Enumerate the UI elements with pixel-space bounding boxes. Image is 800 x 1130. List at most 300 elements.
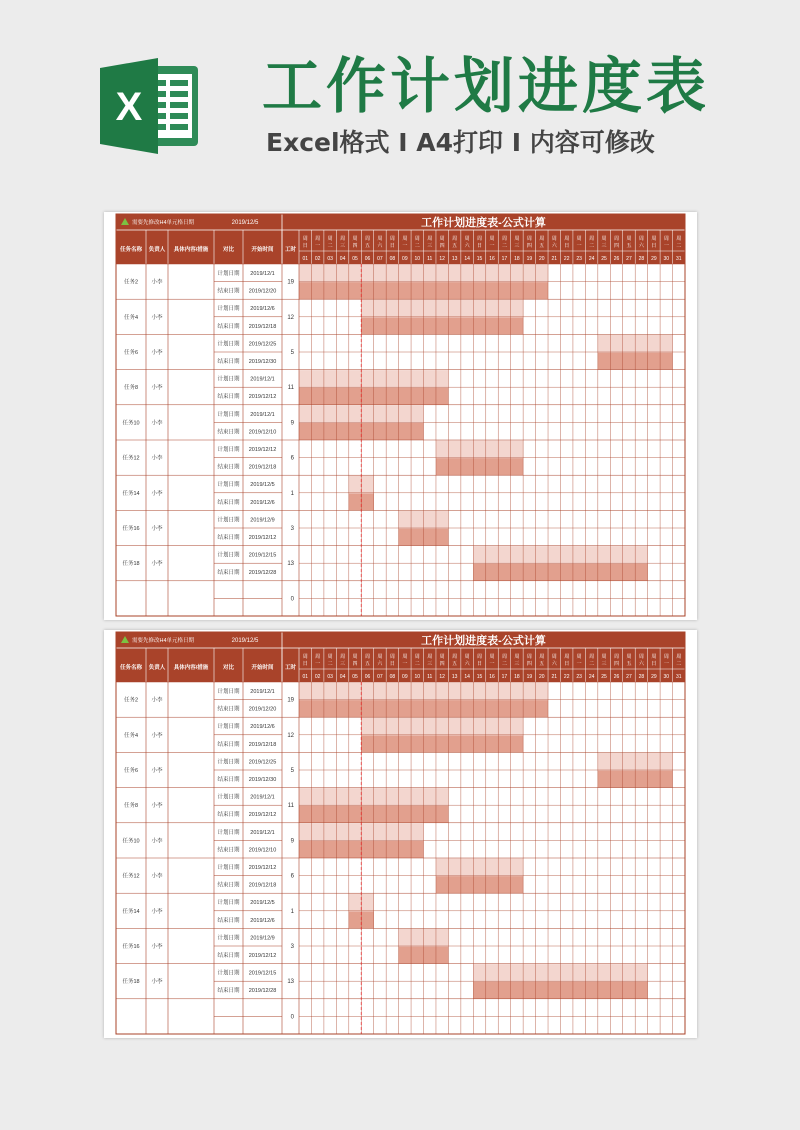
day-label: 27 bbox=[626, 256, 632, 262]
weekday-label: 周 bbox=[514, 236, 520, 242]
task-name: 任务16 bbox=[122, 526, 140, 532]
day-label: 02 bbox=[314, 674, 321, 680]
weekday-label: 周 bbox=[377, 654, 383, 660]
plan-label: 计划日期 bbox=[217, 306, 240, 313]
day-label: 16 bbox=[489, 674, 495, 680]
day-label: 28 bbox=[638, 674, 645, 680]
end-date: 2019/12/30 bbox=[248, 777, 277, 783]
weekday-label: 四 bbox=[439, 661, 445, 667]
day-label: 31 bbox=[675, 674, 682, 680]
day-label: 18 bbox=[514, 674, 520, 680]
weekday-label: 周 bbox=[439, 236, 445, 242]
column-header-content: 具体内容/措施 bbox=[173, 247, 209, 253]
weekday-label: 周 bbox=[414, 236, 420, 242]
day-label: 05 bbox=[352, 674, 358, 680]
weekday-label: 四 bbox=[352, 661, 358, 667]
sheet-page-1 bbox=[104, 212, 697, 620]
end-label: 结束日期 bbox=[217, 394, 240, 401]
day-label: 09 bbox=[402, 674, 408, 680]
plan-date: 2019/12/5 bbox=[250, 482, 275, 489]
task-owner: 小李 bbox=[151, 385, 163, 392]
weekday-label: 一 bbox=[576, 243, 582, 249]
weekday-label: 六 bbox=[464, 661, 470, 667]
day-label: 01 bbox=[302, 674, 309, 680]
task-owner: 小李 bbox=[151, 732, 163, 739]
weekday-label: 周 bbox=[514, 654, 520, 660]
weekday-label: 周 bbox=[389, 236, 395, 242]
weekday-label: 周 bbox=[539, 236, 545, 242]
weekday-label: 六 bbox=[464, 243, 470, 249]
weekday-label: 周 bbox=[676, 654, 682, 660]
task-owner: 小李 bbox=[151, 838, 163, 845]
weekday-label: 三 bbox=[427, 661, 433, 667]
plan-label: 计划日期 bbox=[217, 271, 240, 277]
weekday-label: 周 bbox=[414, 654, 420, 660]
weekday-label: 五 bbox=[539, 661, 545, 667]
day-label: 30 bbox=[663, 256, 670, 262]
day-label: 13 bbox=[451, 256, 458, 262]
weekday-label: 二 bbox=[589, 661, 595, 667]
weekday-label: 周 bbox=[638, 236, 644, 242]
day-label: 09 bbox=[402, 256, 408, 262]
weekday-label: 周 bbox=[551, 654, 557, 660]
weekday-label: 二 bbox=[327, 661, 333, 667]
end-label: 结束日期 bbox=[217, 741, 240, 748]
weekday-label: 周 bbox=[402, 654, 408, 660]
end-label: 结束日期 bbox=[217, 706, 240, 713]
day-label: 22 bbox=[563, 674, 570, 680]
weekday-label: 二 bbox=[501, 661, 507, 667]
day-label: 19 bbox=[526, 674, 533, 680]
task-name: 任务10 bbox=[122, 420, 140, 427]
day-label: 31 bbox=[675, 256, 682, 262]
day-label: 20 bbox=[539, 256, 545, 262]
end-date: 2019/12/18 bbox=[248, 323, 277, 330]
plan-bar bbox=[361, 718, 523, 735]
end-label: 结束日期 bbox=[217, 812, 240, 819]
end-label: 结束日期 bbox=[217, 570, 240, 577]
plan-bar bbox=[436, 859, 523, 876]
weekday-label: 五 bbox=[452, 243, 458, 249]
end-label: 结束日期 bbox=[217, 288, 240, 295]
weekday-label: 周 bbox=[601, 654, 607, 660]
end-date: 2019/12/12 bbox=[248, 953, 277, 959]
weekday-label: 四 bbox=[614, 243, 620, 249]
end-date: 2019/12/18 bbox=[248, 741, 277, 748]
weekday-label: 周 bbox=[464, 236, 470, 242]
weekday-label: 周 bbox=[576, 236, 582, 242]
weekday-label: 周 bbox=[389, 654, 395, 660]
weekday-label: 周 bbox=[340, 654, 346, 660]
weekday-label: 一 bbox=[315, 661, 321, 667]
weekday-label: 周 bbox=[526, 236, 532, 242]
plan-bar bbox=[361, 300, 523, 317]
weekday-label: 日 bbox=[477, 661, 483, 667]
plan-label: 计划日期 bbox=[217, 794, 240, 801]
plan-date: 2019/12/25 bbox=[248, 759, 277, 766]
day-label: 26 bbox=[613, 674, 620, 680]
current-date: 2019/12/5 bbox=[231, 220, 259, 226]
plan-label: 计划日期 bbox=[217, 935, 240, 942]
day-label: 10 bbox=[414, 256, 421, 262]
task-workdays: 13 bbox=[287, 979, 294, 986]
column-header-workdays: 工时 bbox=[284, 247, 297, 253]
day-label: 24 bbox=[588, 256, 595, 262]
plan-date: 2019/12/6 bbox=[250, 724, 275, 731]
task-name: 任务4 bbox=[123, 314, 139, 321]
weekday-label: 二 bbox=[676, 243, 682, 249]
task-workdays: 5 bbox=[290, 350, 294, 356]
day-label: 04 bbox=[339, 256, 346, 262]
weekday-label: 三 bbox=[340, 243, 346, 249]
excel-icon bbox=[100, 58, 202, 154]
task-name: 任务14 bbox=[122, 908, 140, 915]
day-label: 04 bbox=[339, 674, 346, 680]
day-label: 26 bbox=[613, 256, 620, 262]
weekday-label: 周 bbox=[626, 654, 632, 660]
end-label: 结束日期 bbox=[217, 988, 240, 995]
end-label: 结束日期 bbox=[217, 777, 240, 783]
table-title: 工作计划进度表-公式计算 bbox=[421, 635, 546, 647]
task-owner: 小李 bbox=[151, 944, 163, 950]
day-label: 19 bbox=[526, 256, 533, 262]
column-header-workdays: 工时 bbox=[284, 665, 297, 671]
task-name: 任务18 bbox=[122, 979, 140, 986]
weekday-label: 六 bbox=[551, 661, 557, 667]
end-label: 结束日期 bbox=[217, 882, 240, 889]
task-workdays: 3 bbox=[290, 526, 294, 532]
weekday-label: 五 bbox=[364, 661, 370, 667]
day-label: 24 bbox=[588, 674, 595, 680]
weekday-label: 五 bbox=[452, 661, 458, 667]
page-title: 工作计划进度表 bbox=[262, 52, 710, 122]
weekday-label: 二 bbox=[501, 243, 507, 249]
day-label: 01 bbox=[302, 256, 309, 262]
weekday-label: 五 bbox=[539, 243, 545, 249]
day-label: 07 bbox=[377, 674, 383, 680]
day-label: 10 bbox=[414, 674, 421, 680]
task-owner: 小李 bbox=[151, 697, 163, 704]
day-label: 21 bbox=[551, 674, 558, 680]
weekday-label: 周 bbox=[638, 654, 644, 660]
end-date: 2019/12/10 bbox=[248, 847, 277, 854]
day-label: 13 bbox=[451, 674, 458, 680]
weekday-label: 日 bbox=[564, 243, 570, 249]
plan-label: 计划日期 bbox=[217, 689, 240, 695]
excel-logo bbox=[100, 58, 202, 154]
day-label: 27 bbox=[626, 674, 632, 680]
plan-label: 计划日期 bbox=[217, 900, 240, 907]
end-label: 结束日期 bbox=[217, 464, 240, 471]
end-date: 2019/12/20 bbox=[248, 706, 277, 713]
day-label: 23 bbox=[576, 256, 582, 262]
day-label: 21 bbox=[551, 256, 558, 262]
weekday-label: 日 bbox=[651, 661, 657, 667]
task-name: 任务12 bbox=[122, 455, 140, 462]
weekday-label: 一 bbox=[663, 243, 669, 249]
weekday-label: 周 bbox=[452, 236, 458, 242]
weekday-label: 一 bbox=[576, 661, 582, 667]
plan-label: 计划日期 bbox=[217, 517, 240, 524]
end-label: 结束日期 bbox=[217, 323, 240, 330]
weekday-label: 周 bbox=[676, 236, 682, 242]
weekday-label: 周 bbox=[651, 236, 657, 242]
day-label: 08 bbox=[389, 256, 396, 262]
task-name: 任务4 bbox=[123, 732, 139, 739]
weekday-label: 二 bbox=[327, 243, 333, 249]
column-header-content: 具体内容/措施 bbox=[173, 665, 209, 671]
weekday-label: 周 bbox=[427, 236, 433, 242]
end-date: 2019/12/30 bbox=[248, 359, 277, 365]
day-label: 02 bbox=[314, 256, 321, 262]
weekday-label: 二 bbox=[414, 661, 420, 667]
plan-date: 2019/12/5 bbox=[250, 900, 275, 907]
day-label: 29 bbox=[651, 256, 657, 262]
weekday-label: 日 bbox=[389, 243, 395, 249]
actual-bar bbox=[436, 876, 523, 893]
weekday-label: 日 bbox=[302, 243, 308, 249]
header-band bbox=[116, 632, 685, 682]
weekday-label: 周 bbox=[352, 654, 358, 660]
header-note: 需要先修改H4单元格日期 bbox=[132, 220, 195, 226]
weekday-label: 一 bbox=[489, 243, 495, 249]
column-header-start: 开始时间 bbox=[251, 247, 274, 253]
task-owner: 小李 bbox=[151, 314, 163, 321]
weekday-label: 周 bbox=[489, 654, 495, 660]
day-label: 06 bbox=[364, 256, 371, 262]
task-name: 任务14 bbox=[122, 490, 140, 497]
weekday-label: 周 bbox=[327, 654, 333, 660]
plan-label: 计划日期 bbox=[217, 829, 240, 836]
task-workdays: 1 bbox=[290, 908, 294, 915]
day-label: 12 bbox=[439, 256, 445, 262]
day-label: 28 bbox=[638, 256, 645, 262]
weekday-label: 周 bbox=[477, 236, 483, 242]
plan-label: 计划日期 bbox=[217, 447, 240, 453]
weekday-label: 周 bbox=[539, 654, 545, 660]
end-date: 2019/12/12 bbox=[248, 812, 277, 819]
actual-bar bbox=[436, 458, 523, 475]
end-label: 结束日期 bbox=[217, 359, 240, 365]
weekday-label: 六 bbox=[377, 243, 383, 249]
plan-label: 计划日期 bbox=[217, 865, 240, 871]
end-label: 结束日期 bbox=[217, 847, 240, 854]
task-name: 任务10 bbox=[122, 838, 140, 845]
task-name: 任务6 bbox=[123, 350, 139, 356]
weekday-label: 一 bbox=[489, 661, 495, 667]
weekday-label: 日 bbox=[564, 661, 570, 667]
day-label: 17 bbox=[501, 256, 508, 262]
weekday-label: 三 bbox=[601, 243, 607, 249]
task-workdays: 19 bbox=[287, 697, 294, 704]
weekday-label: 周 bbox=[439, 654, 445, 660]
day-label: 20 bbox=[539, 674, 545, 680]
plan-label: 计划日期 bbox=[217, 724, 240, 731]
weekday-label: 周 bbox=[663, 654, 669, 660]
plan-label: 计划日期 bbox=[217, 552, 240, 559]
weekday-label: 四 bbox=[352, 243, 358, 249]
weekday-label: 周 bbox=[377, 236, 383, 242]
weekday-label: 周 bbox=[564, 654, 570, 660]
task-workdays: 3 bbox=[290, 944, 294, 950]
end-date: 2019/12/10 bbox=[248, 429, 277, 436]
day-label: 11 bbox=[427, 256, 433, 262]
weekday-label: 三 bbox=[601, 661, 607, 667]
day-label: 05 bbox=[352, 256, 358, 262]
weekday-label: 六 bbox=[377, 661, 383, 667]
weekday-label: 三 bbox=[427, 243, 433, 249]
day-label: 30 bbox=[663, 674, 670, 680]
weekday-label: 六 bbox=[638, 243, 644, 249]
end-date: 2019/12/20 bbox=[248, 288, 277, 295]
task-owner: 小李 bbox=[151, 526, 163, 532]
weekday-label: 日 bbox=[477, 243, 483, 249]
weekday-label: 周 bbox=[564, 236, 570, 242]
day-label: 17 bbox=[501, 674, 508, 680]
logo-letter: X bbox=[115, 85, 143, 129]
page-subtitle: Excel格式 I A4打印 I 内容可修改 bbox=[266, 128, 655, 157]
weekday-label: 周 bbox=[501, 654, 507, 660]
day-label: 25 bbox=[601, 256, 607, 262]
weekday-label: 四 bbox=[614, 661, 620, 667]
plan-date: 2019/12/1 bbox=[250, 376, 275, 383]
weekday-label: 周 bbox=[477, 654, 483, 660]
weekday-label: 周 bbox=[464, 654, 470, 660]
weekday-label: 周 bbox=[651, 654, 657, 660]
actual-bar bbox=[361, 735, 523, 752]
weekday-label: 周 bbox=[302, 654, 308, 660]
weekday-label: 周 bbox=[614, 236, 620, 242]
plan-date: 2019/12/1 bbox=[250, 271, 275, 277]
weekday-label: 一 bbox=[402, 243, 408, 249]
plan-label: 计划日期 bbox=[217, 970, 240, 977]
end-date: 2019/12/18 bbox=[248, 882, 277, 889]
day-label: 03 bbox=[327, 674, 333, 680]
end-label: 结束日期 bbox=[217, 429, 240, 436]
task-workdays: 12 bbox=[287, 732, 294, 739]
weekday-label: 四 bbox=[439, 243, 445, 249]
weekday-label: 三 bbox=[514, 243, 520, 249]
day-label: 07 bbox=[377, 256, 383, 262]
end-date: 2019/12/12 bbox=[248, 394, 277, 401]
weekday-label: 四 bbox=[526, 661, 532, 667]
actual-bar bbox=[361, 317, 523, 334]
weekday-label: 五 bbox=[626, 661, 632, 667]
weekday-label: 周 bbox=[315, 654, 321, 660]
weekday-label: 周 bbox=[601, 236, 607, 242]
day-label: 15 bbox=[476, 674, 483, 680]
weekday-label: 周 bbox=[526, 654, 532, 660]
end-date: 2019/12/28 bbox=[248, 988, 277, 995]
task-workdays: 6 bbox=[290, 873, 294, 880]
day-label: 29 bbox=[651, 674, 657, 680]
task-workdays: 6 bbox=[290, 455, 294, 462]
day-label: 22 bbox=[563, 256, 570, 262]
task-name: 任务18 bbox=[122, 561, 140, 568]
plan-date: 2019/12/1 bbox=[250, 689, 275, 695]
plan-date: 2019/12/15 bbox=[248, 552, 277, 559]
end-date: 2019/12/12 bbox=[248, 535, 277, 541]
day-label: 16 bbox=[489, 256, 495, 262]
plan-date: 2019/12/12 bbox=[248, 865, 277, 871]
end-date: 2019/12/6 bbox=[250, 917, 275, 924]
task-workdays: 0 bbox=[290, 596, 294, 603]
day-label: 11 bbox=[427, 674, 433, 680]
day-label: 14 bbox=[464, 256, 470, 262]
task-owner: 小李 bbox=[151, 979, 163, 986]
weekday-label: 周 bbox=[589, 236, 595, 242]
task-owner: 小李 bbox=[151, 768, 163, 774]
weekday-label: 一 bbox=[663, 661, 669, 667]
task-workdays: 0 bbox=[290, 1014, 294, 1021]
plan-date: 2019/12/9 bbox=[250, 517, 275, 524]
task-name: 任务12 bbox=[122, 873, 140, 880]
plan-date: 2019/12/6 bbox=[250, 306, 275, 313]
plan-date: 2019/12/9 bbox=[250, 935, 275, 942]
weekday-label: 周 bbox=[501, 236, 507, 242]
task-owner: 小李 bbox=[151, 561, 163, 568]
task-workdays: 12 bbox=[287, 314, 294, 321]
end-label: 结束日期 bbox=[217, 953, 240, 959]
day-label: 14 bbox=[464, 674, 470, 680]
task-workdays: 9 bbox=[290, 420, 294, 427]
weekday-label: 周 bbox=[364, 654, 370, 660]
weekday-label: 周 bbox=[576, 654, 582, 660]
day-label: 23 bbox=[576, 674, 582, 680]
column-header-owner: 负责人 bbox=[148, 247, 166, 253]
task-owner: 小李 bbox=[151, 455, 163, 462]
day-label: 25 bbox=[601, 674, 607, 680]
plan-label: 计划日期 bbox=[217, 482, 240, 489]
task-owner: 小李 bbox=[151, 873, 163, 880]
plan-date: 2019/12/25 bbox=[248, 341, 277, 348]
task-name: 任务8 bbox=[123, 385, 139, 392]
sheet-page-2 bbox=[104, 630, 697, 1038]
weekday-label: 周 bbox=[614, 654, 620, 660]
plan-date: 2019/12/1 bbox=[250, 794, 275, 801]
weekday-label: 三 bbox=[514, 661, 520, 667]
weekday-label: 五 bbox=[364, 243, 370, 249]
task-name: 任务2 bbox=[123, 279, 139, 286]
day-label: 08 bbox=[389, 674, 396, 680]
weekday-label: 周 bbox=[489, 236, 495, 242]
task-owner: 小李 bbox=[151, 908, 163, 915]
gantt-table bbox=[104, 212, 697, 620]
day-label: 18 bbox=[514, 256, 520, 262]
end-label: 结束日期 bbox=[217, 917, 240, 924]
weekday-label: 二 bbox=[676, 661, 682, 667]
task-name: 任务8 bbox=[123, 803, 139, 810]
column-header-task: 任务名称 bbox=[119, 247, 143, 253]
plan-date: 2019/12/12 bbox=[248, 447, 277, 453]
task-name: 任务16 bbox=[122, 944, 140, 950]
end-date: 2019/12/6 bbox=[250, 499, 275, 506]
task-owner: 小李 bbox=[151, 420, 163, 427]
weekday-label: 周 bbox=[364, 236, 370, 242]
task-name: 任务6 bbox=[123, 768, 139, 774]
plan-bar bbox=[436, 441, 523, 458]
task-name: 任务2 bbox=[123, 697, 139, 704]
weekday-label: 周 bbox=[427, 654, 433, 660]
weekday-label: 五 bbox=[626, 243, 632, 249]
column-header-task: 任务名称 bbox=[119, 665, 143, 671]
task-owner: 小李 bbox=[151, 350, 163, 356]
weekday-label: 周 bbox=[340, 236, 346, 242]
day-label: 15 bbox=[476, 256, 483, 262]
weekday-label: 周 bbox=[452, 654, 458, 660]
weekday-label: 二 bbox=[414, 243, 420, 249]
column-header-start: 开始时间 bbox=[251, 665, 274, 671]
